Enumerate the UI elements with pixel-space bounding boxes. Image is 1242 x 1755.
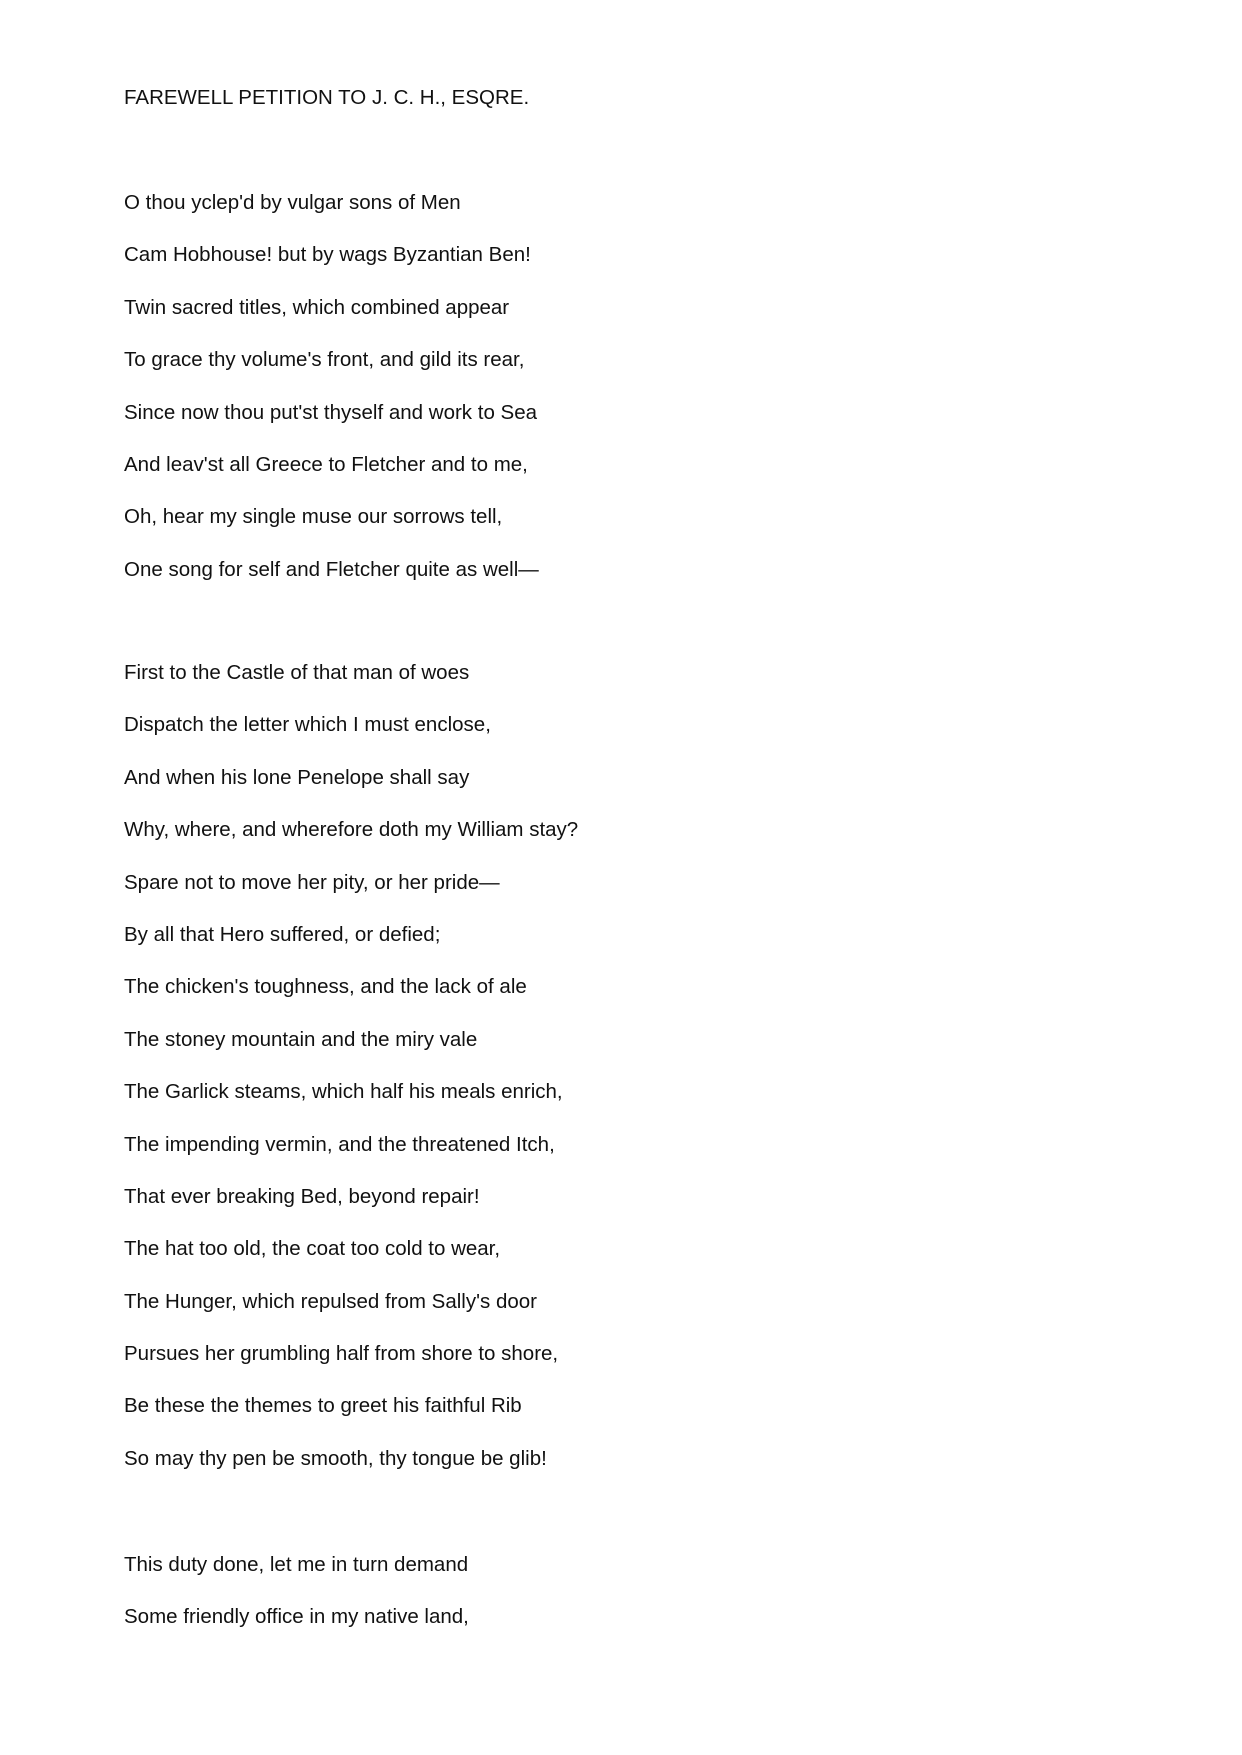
poem-line: Why, where, and wherefore doth my William stay? [124, 818, 579, 842]
poem-line: Some friendly office in my native land, [124, 1605, 469, 1629]
poem-line: By all that Hero suffered, or defied; [124, 922, 441, 946]
stanza-2 [124, 659, 578, 1497]
poem-line: So may thy pen be smooth, thy tongue be glib! [124, 1446, 547, 1470]
poem-line: Pursues her grumbling half from shore to shore, [124, 1342, 559, 1366]
poem-title: FAREWELL PETITION TO J. C. H., ESQRE. [124, 86, 530, 109]
poem-line: The Hunger, which repulsed from Sally's door [124, 1289, 537, 1313]
poem-line: O thou yclep'd by vulgar sons of Men [124, 191, 461, 214]
poem-line: The hat too old, the coat too cold to wear, [124, 1237, 501, 1261]
poem-line: Oh, hear my single muse our sorrows tell, [124, 505, 503, 529]
poem-line: And when his lone Penelope shall say [124, 765, 470, 789]
poem-line: Twin sacred titles, which combined appear [124, 295, 510, 319]
poem-line: That ever breaking Bed, beyond repair! [124, 1184, 480, 1208]
poem-line: The chicken's toughness, and the lack of ale [124, 975, 527, 999]
poem-line: Spare not to move her pity, or her pride— [124, 870, 500, 894]
stanza-1 [124, 189, 539, 608]
poem-line: Cam Hobhouse! but by wags Byzantian Ben! [124, 243, 531, 267]
poem-line: Be these the themes to greet his faithful Rib [124, 1394, 522, 1418]
poem-line: And leav'st all Greece to Fletcher and to me, [124, 452, 528, 476]
poem-line: This duty done, let me in turn demand [124, 1553, 469, 1576]
poem-line: One song for self and Fletcher quite as well— [124, 557, 539, 581]
poem-line: To grace thy volume's front, and gild its rear, [124, 348, 525, 372]
poem-line: Dispatch the letter which I must enclose, [124, 713, 491, 737]
poem-line: The Garlick steams, which half his meals enrich, [124, 1080, 563, 1104]
stanza-3 [124, 1551, 469, 1656]
poem-line: First to the Castle of that man of woes [124, 661, 470, 684]
poem-line: Since now thou put'st thyself and work to Sea [124, 400, 538, 424]
poem-line: The impending vermin, and the threatened Itch, [124, 1132, 555, 1156]
poem-line: The stoney mountain and the miry vale [124, 1027, 478, 1051]
